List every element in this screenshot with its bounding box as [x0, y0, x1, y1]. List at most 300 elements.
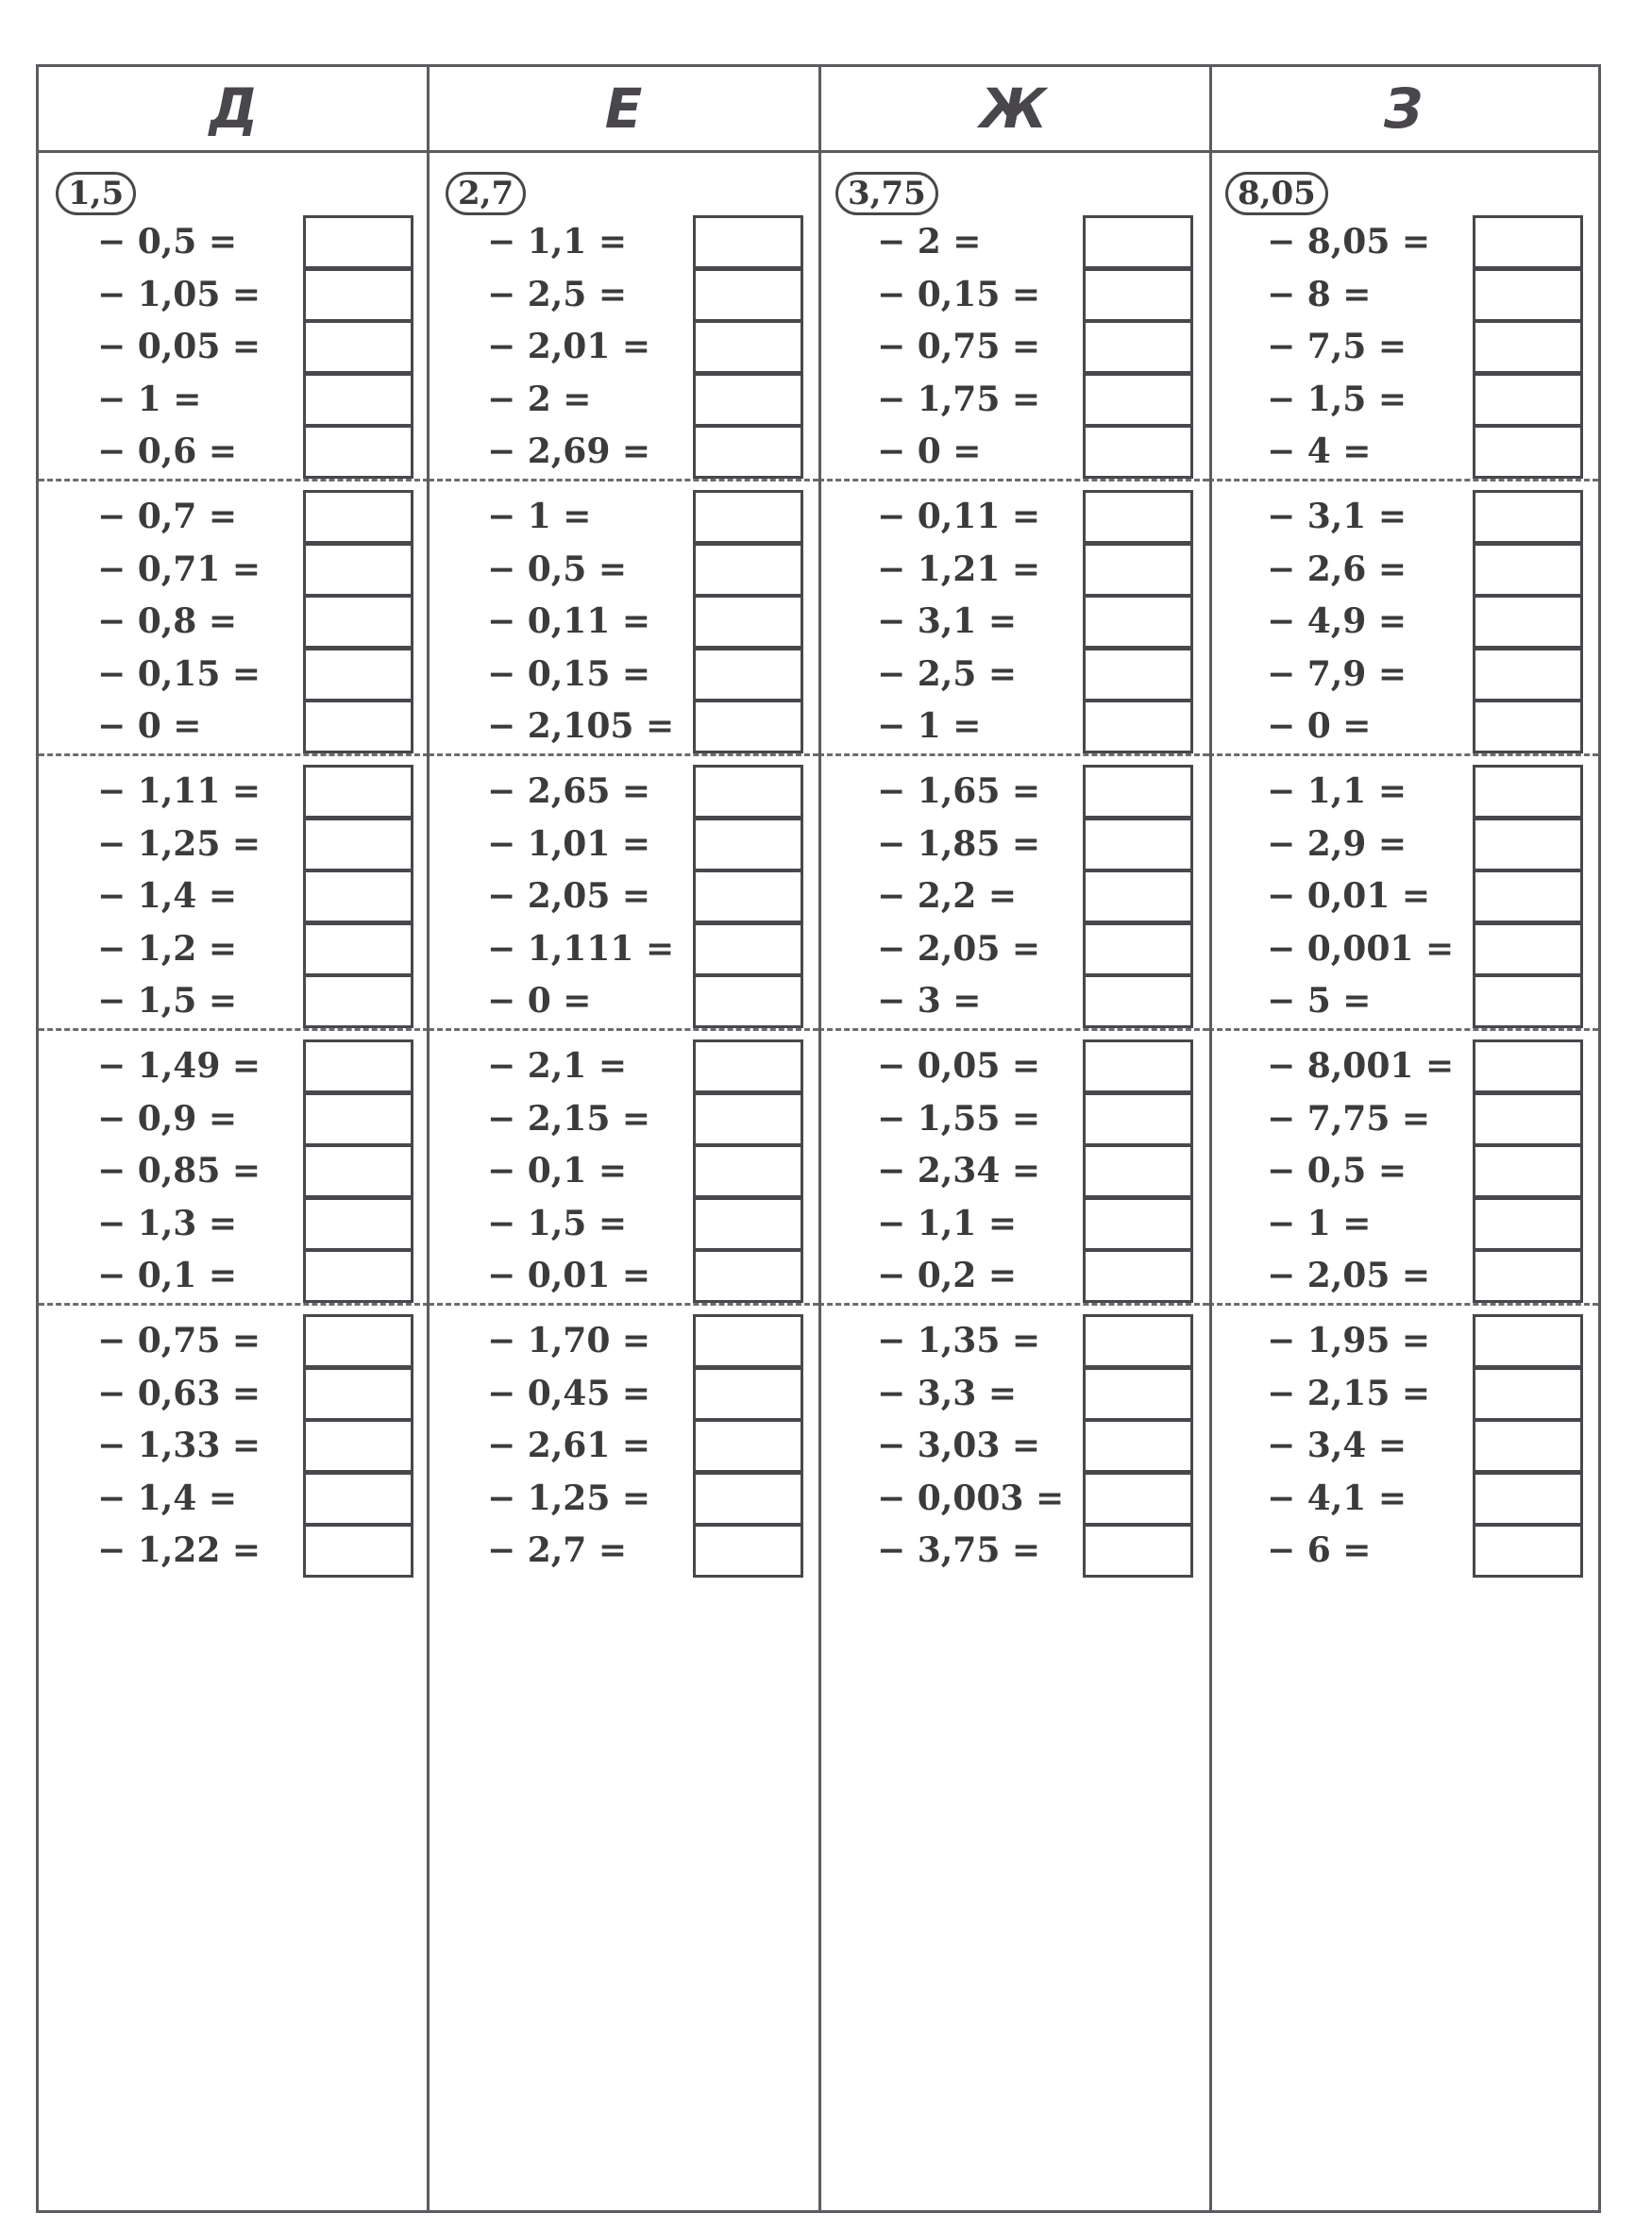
answer-box[interactable]	[1083, 818, 1193, 871]
subtraction-expression: − 0,6 =	[97, 431, 238, 472]
exercise-row	[818, 1247, 1208, 1304]
answer-box[interactable]	[1473, 922, 1583, 976]
exercise-row	[818, 1365, 1208, 1422]
answer-box[interactable]	[303, 425, 413, 479]
subtraction-expression: − 0,5 =	[97, 222, 238, 262]
answer-box[interactable]	[693, 1039, 803, 1093]
exercise-row	[1208, 1522, 1598, 1579]
answer-box[interactable]	[693, 320, 803, 374]
exercise-row	[39, 593, 429, 650]
subtraction-expression: − 1,22 =	[97, 1530, 261, 1571]
subtraction-expression: − 1,21 =	[877, 549, 1041, 589]
subtraction-expression: − 0 =	[487, 981, 592, 1022]
exercise-row	[818, 1522, 1208, 1579]
exercise-row	[39, 318, 429, 375]
subtraction-expression: − 0,7 =	[97, 497, 238, 536]
answer-box[interactable]	[693, 1197, 803, 1251]
exercise-row	[818, 423, 1208, 480]
group-separator	[1208, 479, 1598, 481]
subtraction-expression: − 8,05 =	[1267, 222, 1431, 262]
exercise-row	[1208, 868, 1598, 924]
answer-box[interactable]	[1473, 425, 1583, 479]
group-separator	[1208, 1303, 1598, 1306]
subtraction-expression: − 1,4 =	[97, 1478, 238, 1518]
subtraction-expression: − 0,5 =	[1267, 1151, 1408, 1191]
subtraction-expression: − 1,05 =	[97, 274, 261, 314]
subtraction-expression: − 0 =	[1267, 706, 1372, 747]
exercise-row	[818, 1195, 1208, 1252]
subtraction-expression: − 0,75 =	[877, 327, 1041, 367]
exercise-row	[818, 763, 1208, 819]
exercise-row	[39, 1522, 429, 1579]
column-3	[1208, 153, 1598, 2210]
subtraction-expression: − 0,71 =	[97, 549, 261, 589]
answer-box[interactable]	[1473, 215, 1583, 269]
column-header-d: Д	[209, 76, 259, 141]
answer-box[interactable]	[693, 595, 803, 649]
answer-box[interactable]	[1473, 765, 1583, 819]
subtraction-expression: − 1 =	[97, 379, 202, 419]
answer-box[interactable]	[1083, 1039, 1193, 1093]
exercise-row	[1208, 541, 1598, 598]
exercise-row	[818, 593, 1208, 650]
answer-box[interactable]	[1083, 1314, 1193, 1368]
exercise-row	[1208, 1038, 1598, 1094]
exercise-row	[39, 1365, 429, 1422]
answer-box[interactable]	[1473, 1419, 1583, 1473]
answer-box[interactable]	[303, 922, 413, 976]
exercise-row	[39, 1142, 429, 1199]
exercise-row	[1208, 1090, 1598, 1147]
exercise-row	[39, 646, 429, 702]
exercise-row	[1208, 1365, 1598, 1422]
answer-box[interactable]	[303, 268, 413, 322]
answer-box[interactable]	[1473, 543, 1583, 597]
exercise-row	[39, 371, 429, 428]
exercise-row	[818, 1312, 1208, 1369]
subtraction-expression: − 0,45 =	[487, 1373, 651, 1413]
subtraction-expression: − 2 =	[487, 379, 592, 419]
answer-box[interactable]	[693, 1419, 803, 1473]
exercise-row	[429, 1247, 818, 1304]
subtraction-expression: − 0,15 =	[487, 653, 651, 694]
answer-box[interactable]	[1473, 373, 1583, 427]
answer-box[interactable]	[1473, 1524, 1583, 1578]
subtraction-expression: − 7,75 =	[1267, 1098, 1431, 1139]
answer-box[interactable]	[1473, 1197, 1583, 1251]
subtraction-expression: − 0,01 =	[1267, 876, 1431, 917]
exercise-row	[429, 646, 818, 702]
answer-box[interactable]	[693, 425, 803, 479]
exercise-row	[429, 816, 818, 872]
exercise-row	[429, 763, 818, 819]
exercise-row	[1208, 213, 1598, 270]
column-header-e: Е	[604, 76, 643, 141]
group-separator	[429, 1303, 818, 1306]
answer-box[interactable]	[693, 765, 803, 819]
subtraction-expression: − 1,70 =	[487, 1321, 651, 1360]
group-separator	[818, 1303, 1208, 1306]
subtraction-expression: − 3,1 =	[1267, 497, 1408, 536]
subtraction-expression: − 2 =	[877, 222, 982, 262]
exercise-row	[429, 371, 818, 428]
exercise-row	[39, 1470, 429, 1527]
exercise-row	[818, 1038, 1208, 1094]
exercise-row	[818, 1470, 1208, 1527]
exercise-row	[1208, 371, 1598, 428]
subtraction-expression: − 1,111 =	[487, 928, 675, 969]
answer-box[interactable]	[693, 1524, 803, 1578]
subtraction-expression: − 1,5 =	[487, 1203, 628, 1243]
worksheet-table	[36, 64, 1601, 2213]
answer-box[interactable]	[303, 1092, 413, 1146]
exercise-row	[1208, 1247, 1598, 1304]
subtraction-expression: − 3 =	[877, 981, 982, 1022]
answer-box[interactable]	[1083, 1249, 1193, 1303]
answer-box[interactable]	[303, 1367, 413, 1421]
group-separator	[39, 479, 429, 481]
subtraction-expression: − 1,1 =	[877, 1203, 1018, 1243]
exercise-row	[818, 371, 1208, 428]
answer-box[interactable]	[693, 922, 803, 976]
answer-box[interactable]	[303, 320, 413, 374]
group-separator	[429, 479, 818, 481]
exercise-row	[818, 1142, 1208, 1199]
exercise-row	[1208, 423, 1598, 480]
exercise-row	[429, 1038, 818, 1094]
subtraction-expression: − 1,49 =	[97, 1046, 261, 1086]
subtraction-expression: − 2,01 =	[487, 327, 651, 367]
group-separator	[1208, 753, 1598, 756]
answer-box[interactable]	[693, 700, 803, 753]
answer-box[interactable]	[1083, 215, 1193, 269]
subtraction-expression: − 2,5 =	[487, 274, 628, 314]
subtraction-expression: − 3,3 =	[877, 1373, 1018, 1413]
start-number-badge: 1,5	[56, 172, 136, 215]
answer-box[interactable]	[303, 1039, 413, 1093]
exercise-row	[1208, 318, 1598, 375]
subtraction-expression: − 0,1 =	[487, 1151, 628, 1191]
start-number-badge: 3,75	[835, 172, 938, 215]
subtraction-expression: − 0,05 =	[877, 1046, 1041, 1086]
exercise-row	[39, 1038, 429, 1094]
subtraction-expression: − 0,9 =	[97, 1098, 238, 1139]
subtraction-expression: − 3,03 =	[877, 1426, 1041, 1466]
answer-box[interactable]	[1083, 1367, 1193, 1421]
subtraction-expression: − 1,33 =	[97, 1426, 261, 1466]
subtraction-expression: − 1,3 =	[97, 1203, 238, 1243]
exercise-row	[39, 488, 429, 545]
subtraction-expression: − 0,75 =	[97, 1321, 261, 1360]
subtraction-expression: − 4 =	[1267, 431, 1372, 472]
subtraction-expression: − 0,15 =	[97, 653, 261, 694]
exercise-row	[818, 698, 1208, 754]
answer-box[interactable]	[1473, 818, 1583, 871]
exercise-row	[39, 698, 429, 754]
answer-box[interactable]	[1473, 870, 1583, 923]
subtraction-expression: − 4,1 =	[1267, 1478, 1408, 1518]
exercise-row	[39, 763, 429, 819]
subtraction-expression: − 1,01 =	[487, 823, 651, 864]
exercise-row	[429, 1365, 818, 1422]
exercise-row	[429, 1522, 818, 1579]
subtraction-expression: − 7,9 =	[1267, 653, 1408, 694]
answer-box[interactable]	[1083, 490, 1193, 544]
answer-box[interactable]	[1083, 765, 1193, 819]
column-0	[39, 153, 429, 2210]
answer-box[interactable]	[693, 1144, 803, 1198]
subtraction-expression: − 8 =	[1267, 274, 1372, 314]
exercise-row	[429, 921, 818, 977]
subtraction-expression: − 1,11 =	[97, 771, 261, 811]
subtraction-expression: − 1,5 =	[1267, 379, 1408, 419]
exercise-row	[1208, 816, 1598, 872]
group-separator	[818, 479, 1208, 481]
answer-box[interactable]	[1083, 922, 1193, 976]
subtraction-expression: − 1,75 =	[877, 379, 1041, 419]
exercise-row	[39, 868, 429, 924]
answer-box[interactable]	[1083, 268, 1193, 322]
column-header-zh: Ж	[980, 76, 1047, 141]
group-separator	[429, 753, 818, 756]
subtraction-expression: − 0,003 =	[877, 1478, 1065, 1518]
exercise-row	[429, 698, 818, 754]
subtraction-expression: − 2,61 =	[487, 1426, 651, 1466]
answer-box[interactable]	[303, 1249, 413, 1303]
subtraction-expression: − 8,001 =	[1267, 1046, 1455, 1086]
answer-box[interactable]	[1473, 1144, 1583, 1198]
answer-box[interactable]	[1083, 320, 1193, 374]
answer-box[interactable]	[693, 1314, 803, 1368]
group-separator	[818, 753, 1208, 756]
exercise-row	[818, 541, 1208, 598]
group-separator	[39, 753, 429, 756]
exercise-row	[429, 541, 818, 598]
exercise-row	[429, 423, 818, 480]
subtraction-expression: − 0,11 =	[487, 601, 651, 642]
exercise-row	[1208, 1470, 1598, 1527]
exercise-row	[429, 1195, 818, 1252]
subtraction-expression: − 2,34 =	[877, 1151, 1041, 1191]
answer-box[interactable]	[1083, 373, 1193, 427]
subtraction-expression: − 6 =	[1267, 1530, 1372, 1571]
answer-box[interactable]	[1473, 1314, 1583, 1368]
answer-box[interactable]	[693, 490, 803, 544]
start-number-badge: 2,7	[446, 172, 526, 215]
subtraction-expression: − 1,5 =	[97, 981, 238, 1022]
exercise-row	[429, 318, 818, 375]
subtraction-expression: − 1,25 =	[97, 823, 261, 864]
answer-box[interactable]	[693, 1092, 803, 1146]
subtraction-expression: − 2,2 =	[877, 876, 1018, 917]
answer-box[interactable]	[303, 1472, 413, 1526]
subtraction-expression: − 0,15 =	[877, 274, 1041, 314]
answer-box[interactable]	[1083, 1419, 1193, 1473]
column-1	[429, 153, 818, 2210]
subtraction-expression: − 1,4 =	[97, 876, 238, 917]
exercise-row	[39, 1247, 429, 1304]
subtraction-expression: − 2,7 =	[487, 1530, 628, 1571]
answer-box[interactable]	[693, 373, 803, 427]
exercise-row	[818, 972, 1208, 1029]
subtraction-expression: − 1,1 =	[1267, 771, 1408, 811]
answer-box[interactable]	[1083, 974, 1193, 1028]
answer-box[interactable]	[1473, 1367, 1583, 1421]
subtraction-expression: − 5 =	[1267, 981, 1372, 1022]
subtraction-expression: − 1,55 =	[877, 1098, 1041, 1139]
exercise-row	[818, 868, 1208, 924]
answer-box[interactable]	[1473, 490, 1583, 544]
subtraction-expression: − 0,1 =	[97, 1256, 238, 1296]
answer-box[interactable]	[1083, 595, 1193, 649]
answer-box[interactable]	[303, 818, 413, 871]
exercise-row	[39, 423, 429, 480]
exercise-row	[818, 488, 1208, 545]
answer-box[interactable]	[303, 1314, 413, 1368]
answer-box[interactable]	[1473, 595, 1583, 649]
answer-box[interactable]	[1083, 1524, 1193, 1578]
exercise-row	[1208, 1417, 1598, 1474]
exercise-row	[429, 1417, 818, 1474]
subtraction-expression: − 0,001 =	[1267, 928, 1455, 969]
answer-box[interactable]	[1083, 1472, 1193, 1526]
answer-box[interactable]	[693, 1472, 803, 1526]
answer-box[interactable]	[1473, 974, 1583, 1028]
group-separator	[39, 1303, 429, 1306]
answer-box[interactable]	[1083, 1092, 1193, 1146]
answer-box[interactable]	[1473, 1039, 1583, 1093]
exercise-row	[429, 488, 818, 545]
exercise-row	[39, 1195, 429, 1252]
column-header-z: З	[1383, 76, 1424, 141]
exercise-row	[1208, 1195, 1598, 1252]
subtraction-expression: − 2,9 =	[1267, 823, 1408, 864]
answer-box[interactable]	[1083, 1197, 1193, 1251]
exercise-row	[1208, 1312, 1598, 1369]
answer-box[interactable]	[303, 215, 413, 269]
answer-box[interactable]	[303, 648, 413, 701]
subtraction-expression: − 4,9 =	[1267, 601, 1408, 642]
answer-box[interactable]	[1473, 1092, 1583, 1146]
answer-box[interactable]	[693, 870, 803, 923]
subtraction-expression: − 1 =	[487, 497, 592, 536]
column-2	[818, 153, 1208, 2210]
answer-box[interactable]	[1473, 268, 1583, 322]
answer-box[interactable]	[303, 1197, 413, 1251]
group-separator	[39, 1028, 429, 1031]
subtraction-expression: − 1 =	[877, 706, 982, 747]
column-divider	[818, 67, 821, 2210]
exercise-row	[818, 1090, 1208, 1147]
exercise-row	[429, 593, 818, 650]
exercise-row	[818, 213, 1208, 270]
answer-box[interactable]	[1473, 320, 1583, 374]
subtraction-expression: − 0,01 =	[487, 1256, 651, 1296]
exercise-row	[1208, 1142, 1598, 1199]
answer-box[interactable]	[303, 974, 413, 1028]
subtraction-expression: − 1,95 =	[1267, 1321, 1431, 1360]
subtraction-expression: − 1,25 =	[487, 1478, 651, 1518]
exercise-row	[39, 266, 429, 323]
subtraction-expression: − 2,05 =	[1267, 1256, 1431, 1296]
exercise-row	[1208, 488, 1598, 545]
subtraction-expression: − 2,05 =	[487, 876, 651, 917]
exercise-row	[1208, 698, 1598, 754]
exercise-row	[818, 921, 1208, 977]
column-divider	[1209, 67, 1212, 2210]
exercise-row	[818, 646, 1208, 702]
answer-box[interactable]	[303, 1524, 413, 1578]
answer-box[interactable]	[303, 1144, 413, 1198]
exercise-row	[39, 213, 429, 270]
subtraction-expression: − 0 =	[877, 431, 982, 472]
subtraction-expression: − 0,2 =	[877, 1256, 1018, 1296]
subtraction-expression: − 0,5 =	[487, 549, 628, 589]
answer-box[interactable]	[693, 648, 803, 701]
exercise-row	[39, 1090, 429, 1147]
exercise-row	[1208, 266, 1598, 323]
answer-box[interactable]	[1083, 700, 1193, 753]
exercise-row	[818, 318, 1208, 375]
subtraction-expression: − 2,1 =	[487, 1046, 628, 1086]
answer-box[interactable]	[303, 700, 413, 753]
subtraction-expression: − 2,5 =	[877, 653, 1018, 694]
exercise-row	[1208, 921, 1598, 977]
answer-box[interactable]	[303, 373, 413, 427]
answer-box[interactable]	[1083, 425, 1193, 479]
exercise-row	[429, 868, 818, 924]
answer-box[interactable]	[693, 818, 803, 871]
subtraction-expression: − 2,05 =	[877, 928, 1041, 969]
subtraction-expression: − 1,35 =	[877, 1321, 1041, 1360]
answer-box[interactable]	[1473, 700, 1583, 753]
answer-box[interactable]	[693, 268, 803, 322]
subtraction-expression: − 0,8 =	[97, 601, 238, 642]
answer-box[interactable]	[303, 870, 413, 923]
exercise-row	[429, 972, 818, 1029]
answer-box[interactable]	[693, 1367, 803, 1421]
answer-box[interactable]	[1473, 1472, 1583, 1526]
answer-box[interactable]	[693, 974, 803, 1028]
answer-box[interactable]	[303, 490, 413, 544]
subtraction-expression: − 1,1 =	[487, 222, 628, 262]
subtraction-expression: − 2,6 =	[1267, 549, 1408, 589]
subtraction-expression: − 3,1 =	[877, 601, 1018, 642]
answer-box[interactable]	[1473, 648, 1583, 701]
subtraction-expression: − 0,05 =	[97, 327, 261, 367]
answer-box[interactable]	[303, 1419, 413, 1473]
answer-box[interactable]	[693, 215, 803, 269]
subtraction-expression: − 1 =	[1267, 1203, 1372, 1243]
subtraction-expression: − 2,69 =	[487, 431, 651, 472]
subtraction-expression: − 1,2 =	[97, 928, 238, 969]
answer-box[interactable]	[303, 543, 413, 597]
answer-box[interactable]	[1083, 648, 1193, 701]
answer-box[interactable]	[303, 765, 413, 819]
answer-box[interactable]	[1083, 1144, 1193, 1198]
exercise-row	[39, 921, 429, 977]
answer-box[interactable]	[693, 543, 803, 597]
answer-box[interactable]	[303, 595, 413, 649]
answer-box[interactable]	[693, 1249, 803, 1303]
subtraction-expression: − 7,5 =	[1267, 327, 1408, 367]
answer-box[interactable]	[1083, 870, 1193, 923]
subtraction-expression: − 2,15 =	[487, 1098, 651, 1139]
subtraction-expression: − 0,85 =	[97, 1151, 261, 1191]
exercise-row	[1208, 763, 1598, 819]
answer-box[interactable]	[1473, 1249, 1583, 1303]
answer-box[interactable]	[1083, 543, 1193, 597]
